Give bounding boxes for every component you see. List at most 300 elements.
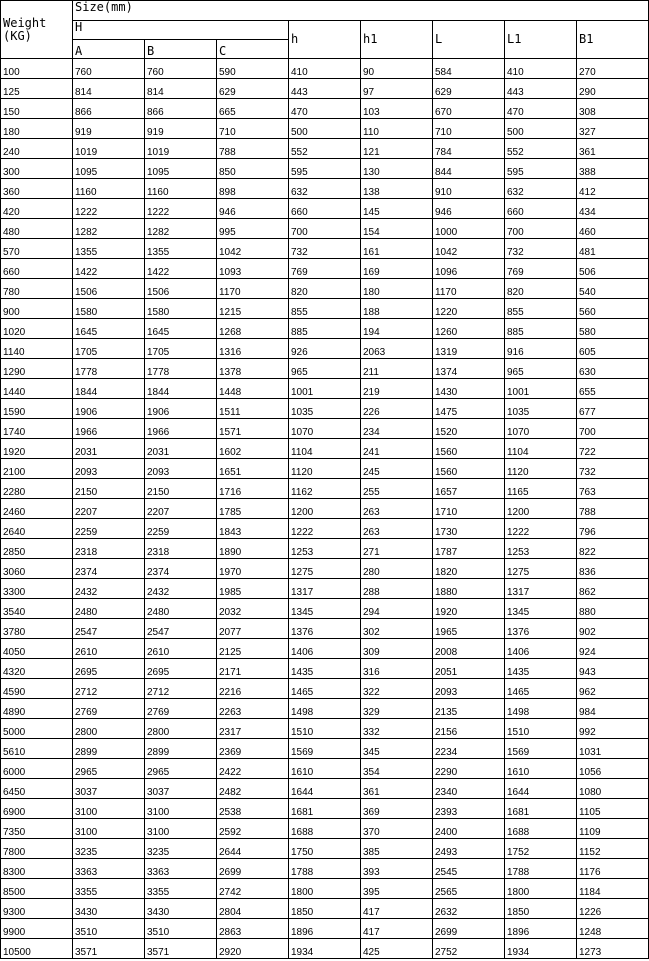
l-cell: 2093 — [433, 679, 505, 699]
h1-cell: 245 — [361, 459, 433, 479]
l1-cell: 1345 — [505, 599, 577, 619]
c-cell: 2216 — [217, 679, 289, 699]
b-cell: 2480 — [145, 599, 217, 619]
h-cell: 1850 — [289, 899, 361, 919]
b-cell: 1645 — [145, 319, 217, 339]
a-cell: 1019 — [73, 139, 145, 159]
a-header: A — [73, 40, 145, 59]
a-cell: 760 — [73, 59, 145, 79]
b1-cell: 788 — [577, 499, 649, 519]
h1-cell: 103 — [361, 99, 433, 119]
c-cell: 1843 — [217, 519, 289, 539]
a-cell: 3100 — [73, 799, 145, 819]
weight-cell: 4050 — [1, 639, 73, 659]
h1-cell: 194 — [361, 319, 433, 339]
h-cell: 885 — [289, 319, 361, 339]
a-cell: 1705 — [73, 339, 145, 359]
c-cell: 1785 — [217, 499, 289, 519]
c-cell: 1985 — [217, 579, 289, 599]
c-cell: 2538 — [217, 799, 289, 819]
h-cell: 965 — [289, 359, 361, 379]
b1-cell: 1105 — [577, 799, 649, 819]
b-cell: 1778 — [145, 359, 217, 379]
h-cell: 1345 — [289, 599, 361, 619]
h1-cell: 385 — [361, 839, 433, 859]
l1-cell: 443 — [505, 79, 577, 99]
header-row-1 — [1, 1, 649, 21]
table-row — [1, 539, 649, 559]
weight-cell: 150 — [1, 99, 73, 119]
table-row — [1, 719, 649, 739]
b-cell: 2610 — [145, 639, 217, 659]
l-cell: 2699 — [433, 919, 505, 939]
b1-cell: 481 — [577, 239, 649, 259]
b1-cell: 732 — [577, 459, 649, 479]
b1-cell: 924 — [577, 639, 649, 659]
c-header: C — [217, 40, 289, 59]
l-cell: 1520 — [433, 419, 505, 439]
b-cell: 3430 — [145, 899, 217, 919]
b1-cell: 836 — [577, 559, 649, 579]
b-cell: 1282 — [145, 219, 217, 239]
l-cell: 1042 — [433, 239, 505, 259]
b1-cell: 1226 — [577, 899, 649, 919]
l-cell: 784 — [433, 139, 505, 159]
l-cell: 2632 — [433, 899, 505, 919]
a-cell: 2432 — [73, 579, 145, 599]
b1-cell: 1248 — [577, 919, 649, 939]
l1-cell: 1850 — [505, 899, 577, 919]
weight-cell: 9300 — [1, 899, 73, 919]
l-cell: 1730 — [433, 519, 505, 539]
h-cell: 1120 — [289, 459, 361, 479]
b1-cell: 700 — [577, 419, 649, 439]
l1-cell: 1317 — [505, 579, 577, 599]
h-cell: 1104 — [289, 439, 361, 459]
b1-header: B1 — [577, 21, 649, 59]
h1-cell: 302 — [361, 619, 433, 639]
b-cell: 2259 — [145, 519, 217, 539]
c-cell: 1042 — [217, 239, 289, 259]
b-cell: 2318 — [145, 539, 217, 559]
h1-cell: 332 — [361, 719, 433, 739]
l1-cell: 660 — [505, 199, 577, 219]
l1-cell: 1498 — [505, 699, 577, 719]
c-cell: 1378 — [217, 359, 289, 379]
l1-cell: 1275 — [505, 559, 577, 579]
b1-cell: 992 — [577, 719, 649, 739]
b1-cell: 984 — [577, 699, 649, 719]
a-cell: 2031 — [73, 439, 145, 459]
table-row — [1, 599, 649, 619]
h-cell: 1934 — [289, 939, 361, 959]
h1-cell: 138 — [361, 179, 433, 199]
l1-cell: 1800 — [505, 879, 577, 899]
table-row — [1, 579, 649, 599]
c-cell: 850 — [217, 159, 289, 179]
b1-cell: 862 — [577, 579, 649, 599]
h1-cell: 161 — [361, 239, 433, 259]
l-cell: 1965 — [433, 619, 505, 639]
table-row — [1, 879, 649, 899]
table-row — [1, 179, 649, 199]
table-row — [1, 99, 649, 119]
weight-cell: 6450 — [1, 779, 73, 799]
b-cell: 1355 — [145, 239, 217, 259]
l-cell: 2051 — [433, 659, 505, 679]
a-cell: 3363 — [73, 859, 145, 879]
b-cell: 2712 — [145, 679, 217, 699]
table-header — [1, 1, 649, 59]
h1-cell: 188 — [361, 299, 433, 319]
h1-cell: 169 — [361, 259, 433, 279]
c-cell: 2032 — [217, 599, 289, 619]
a-cell: 2965 — [73, 759, 145, 779]
l-header: L — [433, 21, 505, 59]
b1-cell: 902 — [577, 619, 649, 639]
h-cell: 1465 — [289, 679, 361, 699]
h-cell: 1435 — [289, 659, 361, 679]
a-cell: 1160 — [73, 179, 145, 199]
b-cell: 1966 — [145, 419, 217, 439]
weight-cell: 6000 — [1, 759, 73, 779]
table-row — [1, 119, 649, 139]
l-cell: 1096 — [433, 259, 505, 279]
table-row — [1, 759, 649, 779]
c-cell: 946 — [217, 199, 289, 219]
a-cell: 1222 — [73, 199, 145, 219]
b-cell: 3037 — [145, 779, 217, 799]
b-cell: 1160 — [145, 179, 217, 199]
l1-cell: 1222 — [505, 519, 577, 539]
a-cell: 1506 — [73, 279, 145, 299]
a-cell: 919 — [73, 119, 145, 139]
b1-cell: 1109 — [577, 819, 649, 839]
a-cell: 3037 — [73, 779, 145, 799]
weight-cell: 8300 — [1, 859, 73, 879]
h1-cell: 316 — [361, 659, 433, 679]
l1-cell: 885 — [505, 319, 577, 339]
b1-cell: 655 — [577, 379, 649, 399]
a-cell: 2374 — [73, 559, 145, 579]
l1-cell: 552 — [505, 139, 577, 159]
h-cell: 1688 — [289, 819, 361, 839]
c-cell: 2920 — [217, 939, 289, 959]
l-cell: 946 — [433, 199, 505, 219]
b1-cell: 1152 — [577, 839, 649, 859]
a-cell: 1095 — [73, 159, 145, 179]
a-cell: 866 — [73, 99, 145, 119]
weight-cell: 780 — [1, 279, 73, 299]
b1-cell: 327 — [577, 119, 649, 139]
h-cell: 1750 — [289, 839, 361, 859]
l-cell: 1430 — [433, 379, 505, 399]
h-cell: 1162 — [289, 479, 361, 499]
weight-cell: 2100 — [1, 459, 73, 479]
table-row — [1, 139, 649, 159]
b1-cell: 1080 — [577, 779, 649, 799]
a-cell: 3571 — [73, 939, 145, 959]
h-cell: 1070 — [289, 419, 361, 439]
h-cell: 1510 — [289, 719, 361, 739]
table-row — [1, 699, 649, 719]
b1-cell: 361 — [577, 139, 649, 159]
a-cell: 3235 — [73, 839, 145, 859]
b1-cell: 677 — [577, 399, 649, 419]
weight-cell: 4890 — [1, 699, 73, 719]
c-cell: 2699 — [217, 859, 289, 879]
weight-cell: 10500 — [1, 939, 73, 959]
h-group-header: H — [73, 21, 289, 40]
l-cell: 2234 — [433, 739, 505, 759]
l1-cell: 1120 — [505, 459, 577, 479]
b-header: B — [145, 40, 217, 59]
table-row — [1, 679, 649, 699]
table-row — [1, 279, 649, 299]
table-row — [1, 559, 649, 579]
weight-cell: 3540 — [1, 599, 73, 619]
h-cell: 1275 — [289, 559, 361, 579]
b-cell: 3510 — [145, 919, 217, 939]
h-cell: 1788 — [289, 859, 361, 879]
l1-cell: 769 — [505, 259, 577, 279]
b-cell: 2695 — [145, 659, 217, 679]
c-cell: 2369 — [217, 739, 289, 759]
l1-cell: 410 — [505, 59, 577, 79]
b-cell: 3571 — [145, 939, 217, 959]
weight-cell: 1020 — [1, 319, 73, 339]
a-cell: 1966 — [73, 419, 145, 439]
h1-cell: 271 — [361, 539, 433, 559]
a-cell: 3430 — [73, 899, 145, 919]
l1-cell: 820 — [505, 279, 577, 299]
l1-cell: 1610 — [505, 759, 577, 779]
h-cell: 1222 — [289, 519, 361, 539]
c-cell: 590 — [217, 59, 289, 79]
h-cell: 1610 — [289, 759, 361, 779]
h1-cell: 354 — [361, 759, 433, 779]
weight-cell: 1590 — [1, 399, 73, 419]
b1-cell: 540 — [577, 279, 649, 299]
weight-cell: 1740 — [1, 419, 73, 439]
h-cell: 1200 — [289, 499, 361, 519]
c-cell: 1448 — [217, 379, 289, 399]
l1-cell: 1752 — [505, 839, 577, 859]
l-cell: 1560 — [433, 459, 505, 479]
h-header: h — [289, 21, 361, 59]
h-cell: 1498 — [289, 699, 361, 719]
l-cell: 2135 — [433, 699, 505, 719]
h1-cell: 121 — [361, 139, 433, 159]
b1-cell: 1056 — [577, 759, 649, 779]
c-cell: 710 — [217, 119, 289, 139]
l1-cell: 1788 — [505, 859, 577, 879]
b-cell: 760 — [145, 59, 217, 79]
h1-cell: 288 — [361, 579, 433, 599]
c-cell: 2742 — [217, 879, 289, 899]
l-cell: 1920 — [433, 599, 505, 619]
b-cell: 1580 — [145, 299, 217, 319]
l-cell: 1710 — [433, 499, 505, 519]
table-row — [1, 379, 649, 399]
table-row — [1, 459, 649, 479]
weight-cell: 360 — [1, 179, 73, 199]
b-cell: 2374 — [145, 559, 217, 579]
weight-cell: 1140 — [1, 339, 73, 359]
table-row — [1, 499, 649, 519]
l-cell: 1880 — [433, 579, 505, 599]
h1-cell: 370 — [361, 819, 433, 839]
c-cell: 1170 — [217, 279, 289, 299]
c-cell: 1890 — [217, 539, 289, 559]
l-cell: 2493 — [433, 839, 505, 859]
h-cell: 552 — [289, 139, 361, 159]
c-cell: 2482 — [217, 779, 289, 799]
weight-cell: 1440 — [1, 379, 73, 399]
h1-cell: 154 — [361, 219, 433, 239]
c-cell: 2644 — [217, 839, 289, 859]
l-cell: 910 — [433, 179, 505, 199]
l1-cell: 1934 — [505, 939, 577, 959]
c-cell: 2317 — [217, 719, 289, 739]
weight-cell: 2280 — [1, 479, 73, 499]
b1-cell: 943 — [577, 659, 649, 679]
b-cell: 2150 — [145, 479, 217, 499]
c-cell: 2263 — [217, 699, 289, 719]
l1-header: L1 — [505, 21, 577, 59]
weight-cell: 180 — [1, 119, 73, 139]
h1-cell: 417 — [361, 919, 433, 939]
weight-cell: 300 — [1, 159, 73, 179]
l1-cell: 470 — [505, 99, 577, 119]
weight-cell: 3300 — [1, 579, 73, 599]
h1-cell: 329 — [361, 699, 433, 719]
h1-cell: 263 — [361, 519, 433, 539]
size-header: Size(mm) — [73, 1, 649, 21]
weight-cell: 125 — [1, 79, 73, 99]
h-cell: 660 — [289, 199, 361, 219]
h1-cell: 2063 — [361, 339, 433, 359]
weight-cell: 100 — [1, 59, 73, 79]
h1-cell: 97 — [361, 79, 433, 99]
c-cell: 2592 — [217, 819, 289, 839]
l1-cell: 632 — [505, 179, 577, 199]
l-cell: 1000 — [433, 219, 505, 239]
table-row — [1, 839, 649, 859]
l1-cell: 1688 — [505, 819, 577, 839]
b1-cell: 1184 — [577, 879, 649, 899]
h1-header: h1 — [361, 21, 433, 59]
b-cell: 3235 — [145, 839, 217, 859]
a-cell: 3355 — [73, 879, 145, 899]
weight-cell: 5610 — [1, 739, 73, 759]
a-cell: 2480 — [73, 599, 145, 619]
table-row — [1, 219, 649, 239]
table-row — [1, 819, 649, 839]
h-cell: 732 — [289, 239, 361, 259]
l1-cell: 732 — [505, 239, 577, 259]
b1-cell: 506 — [577, 259, 649, 279]
weight-header-line1: Weight — [3, 15, 47, 30]
weight-cell: 660 — [1, 259, 73, 279]
b-cell: 2899 — [145, 739, 217, 759]
h1-cell: 322 — [361, 679, 433, 699]
table-row — [1, 859, 649, 879]
h-cell: 1681 — [289, 799, 361, 819]
h-cell: 769 — [289, 259, 361, 279]
c-cell: 1093 — [217, 259, 289, 279]
weight-cell: 420 — [1, 199, 73, 219]
l-cell: 1475 — [433, 399, 505, 419]
weight-cell: 7800 — [1, 839, 73, 859]
b-cell: 814 — [145, 79, 217, 99]
b1-cell: 796 — [577, 519, 649, 539]
h1-cell: 393 — [361, 859, 433, 879]
l-cell: 2545 — [433, 859, 505, 879]
b-cell: 1906 — [145, 399, 217, 419]
b-cell: 866 — [145, 99, 217, 119]
l-cell: 2008 — [433, 639, 505, 659]
b-cell: 1222 — [145, 199, 217, 219]
l1-cell: 1681 — [505, 799, 577, 819]
c-cell: 2077 — [217, 619, 289, 639]
table-row — [1, 779, 649, 799]
l-cell: 1170 — [433, 279, 505, 299]
a-cell: 2150 — [73, 479, 145, 499]
table-row — [1, 939, 649, 959]
l1-cell: 1253 — [505, 539, 577, 559]
weight-cell: 4320 — [1, 659, 73, 679]
a-cell: 3100 — [73, 819, 145, 839]
b1-cell: 290 — [577, 79, 649, 99]
b1-cell: 388 — [577, 159, 649, 179]
l-cell: 2340 — [433, 779, 505, 799]
b1-cell: 1273 — [577, 939, 649, 959]
weight-cell: 8500 — [1, 879, 73, 899]
table-row — [1, 419, 649, 439]
b1-cell: 434 — [577, 199, 649, 219]
a-cell: 2207 — [73, 499, 145, 519]
b-cell: 1095 — [145, 159, 217, 179]
c-cell: 1970 — [217, 559, 289, 579]
l-cell: 2290 — [433, 759, 505, 779]
weight-cell: 4590 — [1, 679, 73, 699]
a-cell: 1355 — [73, 239, 145, 259]
c-cell: 1316 — [217, 339, 289, 359]
l-cell: 1374 — [433, 359, 505, 379]
weight-cell: 2640 — [1, 519, 73, 539]
l1-cell: 1406 — [505, 639, 577, 659]
l-cell: 629 — [433, 79, 505, 99]
c-cell: 1268 — [217, 319, 289, 339]
b1-cell: 560 — [577, 299, 649, 319]
h1-cell: 180 — [361, 279, 433, 299]
h-cell: 855 — [289, 299, 361, 319]
header-row-2 — [1, 21, 649, 40]
h1-cell: 395 — [361, 879, 433, 899]
weight-cell: 7350 — [1, 819, 73, 839]
table-row — [1, 59, 649, 79]
b-cell: 1019 — [145, 139, 217, 159]
h1-cell: 309 — [361, 639, 433, 659]
weight-cell: 570 — [1, 239, 73, 259]
l-cell: 844 — [433, 159, 505, 179]
c-cell: 1602 — [217, 439, 289, 459]
a-cell: 2318 — [73, 539, 145, 559]
b-cell: 2093 — [145, 459, 217, 479]
l-cell: 670 — [433, 99, 505, 119]
b-cell: 2207 — [145, 499, 217, 519]
